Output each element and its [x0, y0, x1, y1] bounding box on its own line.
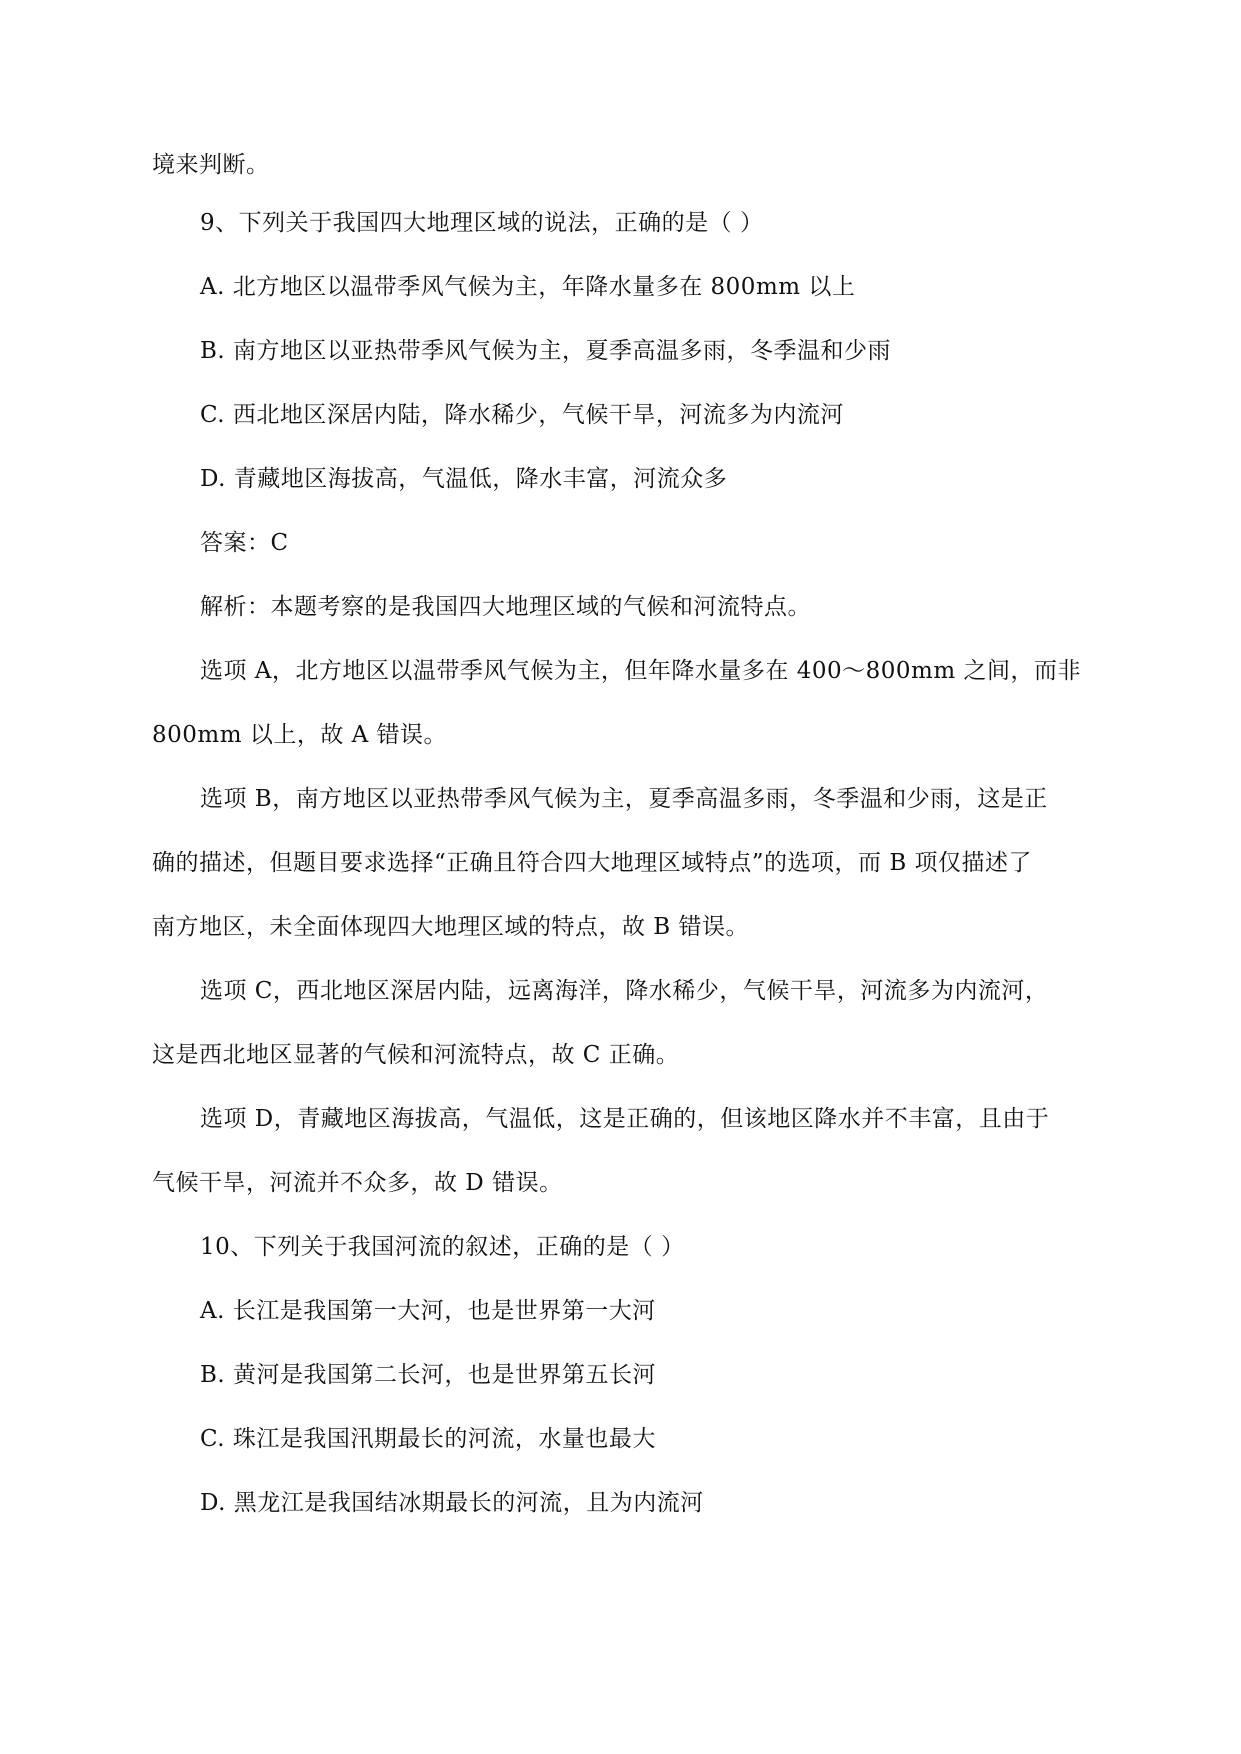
question-9-option-d: D. 青藏地区海拔高，气温低，降水丰富，河流众多: [200, 466, 728, 492]
analysis-option-a-line-1: 选项 A，北方地区以温带季风气候为主，但年降水量多在 400～800mm 之间，而非: [200, 658, 1081, 684]
analysis-option-c-line-2: 这是西北地区显著的气候和河流特点，故 C 正确。: [152, 1042, 680, 1068]
analysis-option-d-line-2: 气候干旱，河流并不众多，故 D 错误。: [152, 1170, 563, 1196]
text-line-continuation: 境来判断。: [152, 152, 270, 178]
analysis-option-b-line-2: 确的描述，但题目要求选择“正确且符合四大地理区域特点”的选项，而 B 项仅描述了: [152, 850, 1033, 876]
question-9-option-c: C. 西北地区深居内陆，降水稀少，气候干旱，河流多为内流河: [200, 402, 844, 428]
analysis-option-b-line-1: 选项 B，南方地区以亚热带季风气候为主，夏季高温多雨，冬季温和少雨，这是正: [200, 786, 1048, 812]
question-9-analysis-intro: 解析：本题考察的是我国四大地理区域的气候和河流特点。: [200, 594, 811, 620]
analysis-option-d-line-1: 选项 D，青藏地区海拔高，气温低，这是正确的，但该地区降水并不丰富，且由于: [200, 1106, 1050, 1132]
question-9-option-a: A. 北方地区以温带季风气候为主，年降水量多在 800mm 以上: [200, 274, 856, 300]
analysis-option-a-line-2: 800mm 以上，故 A 错误。: [152, 722, 448, 748]
question-10-option-d: D. 黑龙江是我国结冰期最长的河流，且为内流河: [200, 1490, 704, 1516]
question-9-answer: 答案：C: [200, 530, 289, 556]
question-9-stem: 9、下列关于我国四大地理区域的说法，正确的是（ ）: [200, 210, 764, 236]
analysis-option-c-line-1: 选项 C，西北地区深居内陆，远离海洋，降水稀少，气候干旱，河流多为内流河，: [200, 978, 1049, 1004]
question-10-option-a: A. 长江是我国第一大河，也是世界第一大河: [200, 1298, 656, 1324]
question-10-option-b: B. 黄河是我国第二长河，也是世界第五长河: [200, 1362, 657, 1388]
question-9-option-b: B. 南方地区以亚热带季风气候为主，夏季高温多雨，冬季温和少雨: [200, 338, 892, 364]
question-10-option-c: C. 珠江是我国汛期最长的河流，水量也最大: [200, 1426, 656, 1452]
analysis-option-b-line-3: 南方地区，未全面体现四大地理区域的特点，故 B 错误。: [152, 914, 750, 940]
question-10-stem: 10、下列关于我国河流的叙述，正确的是（ ）: [200, 1234, 685, 1260]
